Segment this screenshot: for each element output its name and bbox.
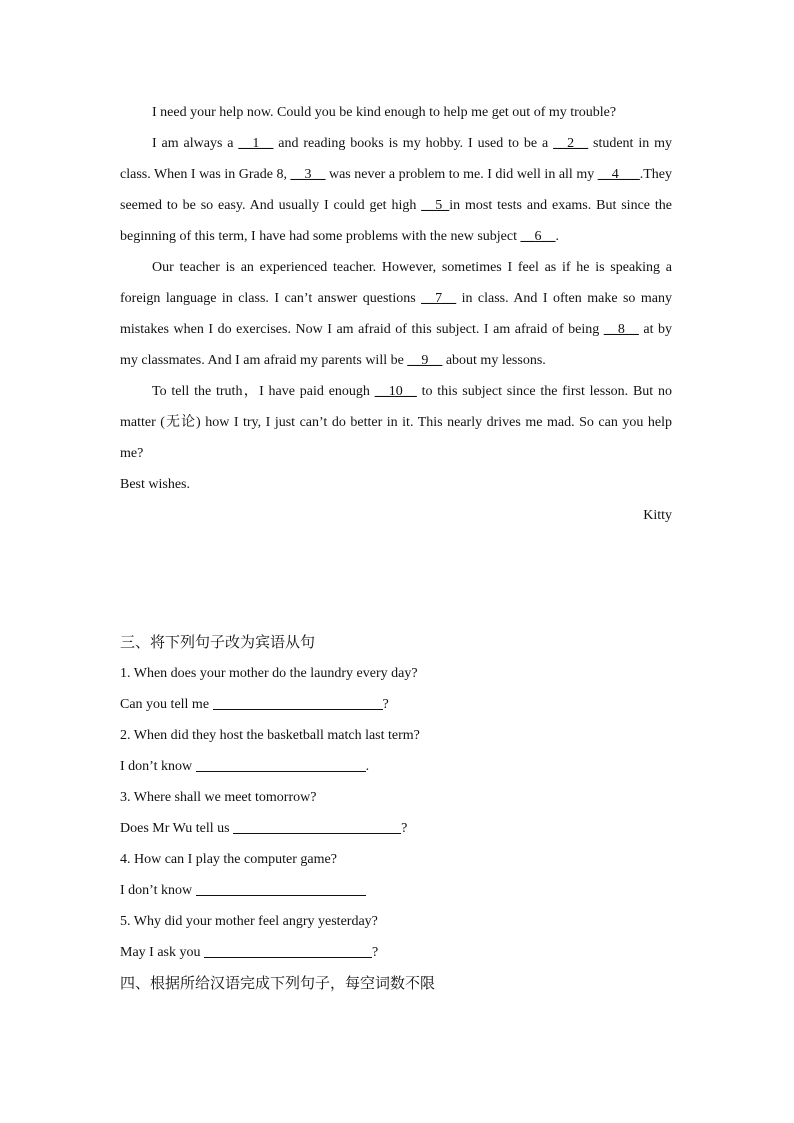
text-run: was never a problem to me. I did well in all my <box>325 167 598 182</box>
answer-line-1 <box>120 689 672 720</box>
question-2: 2. When did they host the basketball match last term? <box>120 728 420 743</box>
answer-blank-2[interactable] <box>196 757 366 772</box>
answer-end: . <box>365 759 370 774</box>
question-5: 5. Why did your mother feel angry yesterday? <box>120 914 378 929</box>
answer-prompt: I don’t know <box>120 759 196 774</box>
answer-end: ? <box>401 821 408 836</box>
answer-blank-1[interactable] <box>213 695 383 710</box>
letter-closing: Best wishes. <box>120 477 190 492</box>
answer-blank-5[interactable] <box>204 943 372 958</box>
answer-blank-3[interactable] <box>233 819 401 834</box>
section-3-heading: 三、将下列句子改为宾语从句 <box>120 633 316 651</box>
blank-9[interactable]: __9__ <box>407 353 443 368</box>
blank-2[interactable]: __2__ <box>553 136 589 151</box>
section-4-heading: 四、根据所给汉语完成下列句子，每空词数不限 <box>120 974 436 992</box>
text-run: To tell the truth，I have paid enough <box>152 384 375 399</box>
answer-prompt: Can you tell me <box>120 697 213 712</box>
blank-5[interactable]: __5_ <box>421 198 450 213</box>
question-4: 4. How can I play the computer game? <box>120 852 337 867</box>
section-3 <box>120 627 672 999</box>
answer-end: ? <box>372 945 379 960</box>
text-run: to this subject since the first lesson. But no matter (无论) how I try, I just can’t do better in it. This nearly drives me mad. So can you help me? <box>120 384 672 461</box>
text-run: in most tests and exams. But since the beginning of this term, I have had some problems with the new subject <box>120 198 672 244</box>
text-run: in class. And I often make so many mistakes when I do exercises. Now I am afraid of this subject. I am afraid of being <box>120 291 672 337</box>
letter-paragraph-3 <box>120 252 672 376</box>
text-run: and reading books is my hobby. I used to be a <box>273 136 554 151</box>
blank-8[interactable]: __8__ <box>603 322 639 337</box>
blank-3[interactable]: __3__ <box>290 167 326 182</box>
answer-blank-4[interactable] <box>196 881 366 896</box>
letter-paragraph-4 <box>120 376 672 469</box>
answer-line-4 <box>120 875 672 906</box>
answer-end: ? <box>382 697 389 712</box>
letter-signature: Kitty <box>643 508 672 523</box>
letter-paragraph-2 <box>120 128 672 252</box>
text-run: student in my class. When I was in Grade 8, <box>120 136 672 182</box>
text-run: about my lessons. <box>442 353 546 368</box>
blank-7[interactable]: __7__ <box>421 291 457 306</box>
answer-line-2 <box>120 751 672 782</box>
letter-paragraph-1: I need your help now. Could you be kind enough to help me get out of my trouble? <box>152 105 617 120</box>
blank-6[interactable]: __6__ <box>520 229 556 244</box>
answer-prompt: I don’t know <box>120 883 196 898</box>
answer-line-5 <box>120 937 672 968</box>
text-run: .They seemed to be so easy. And usually I could get high <box>120 167 672 213</box>
question-3: 3. Where shall we meet tomorrow? <box>120 790 317 805</box>
answer-prompt: Does Mr Wu tell us <box>120 821 234 836</box>
text-run: I am always a <box>152 136 239 151</box>
blank-1[interactable]: __1__ <box>238 136 274 151</box>
blank-4[interactable]: __4___ <box>597 167 640 182</box>
answer-prompt: May I ask you <box>120 945 204 960</box>
letter-body <box>120 97 672 531</box>
text-run: Our teacher is an experienced teacher. However, sometimes I feel as if he is speaking a foreign language in class. I can’t answer questions <box>120 260 672 306</box>
text-run: . <box>555 229 559 244</box>
blank-10[interactable]: __10__ <box>374 384 417 399</box>
answer-line-3 <box>120 813 672 844</box>
text-run: at by my classmates. And I am afraid my parents will be <box>120 322 672 368</box>
question-1: 1. When does your mother do the laundry every day? <box>120 666 418 681</box>
